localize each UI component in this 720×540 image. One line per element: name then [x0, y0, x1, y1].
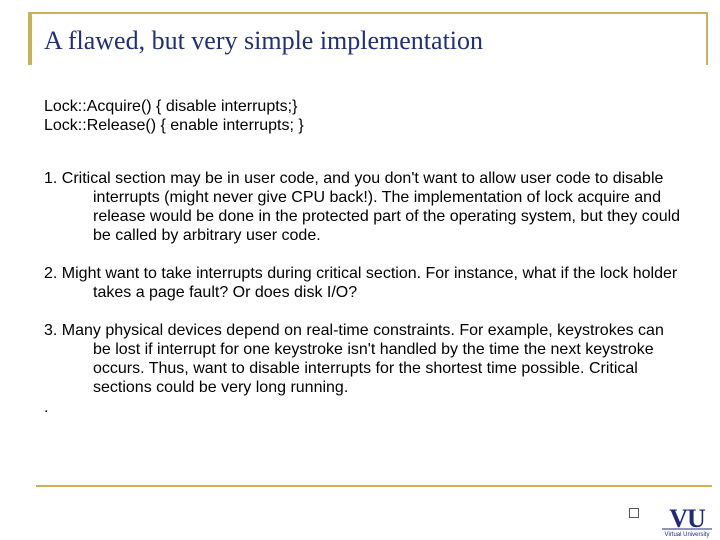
square-bullet-icon — [629, 508, 639, 518]
logo-caption: Virtual University — [664, 532, 710, 538]
list-item-3: 3. Many physical devices depend on real-time constraints. For example, keystrokes can be lost if interrupt for one keystroke isn't handled by the time the next keystroke occurs. Thus, want to disable interrupts for the shortest time possible. Critical sections could be very long running. — [44, 322, 664, 396]
slide-title: A flawed, but very simple implementation — [44, 26, 484, 55]
university-logo — [658, 502, 716, 538]
list-item-2: 2. Might want to take interrupts during critical section. For instance, what if the lock holder takes a page fault? Or does disk I/O? — [44, 265, 678, 301]
slide-body — [44, 97, 684, 417]
title-accent-bar — [28, 12, 32, 65]
code-line-acquire: Lock::Acquire() { disable interrupts;} — [44, 98, 298, 115]
list-item-1: 1. Critical section may be in user code, and you don't want to allow user code to disable interrupts (might never give CPU back!). The implementation of lock acquire and release would be done in the protected part of the operating system, but they could be called by arbitrary user code. — [44, 170, 681, 244]
trailing-period: . — [44, 399, 49, 416]
footer-rule — [36, 485, 712, 487]
logo-text: VU — [669, 504, 705, 533]
code-line-release: Lock::Release() { enable interrupts; } — [44, 117, 304, 134]
